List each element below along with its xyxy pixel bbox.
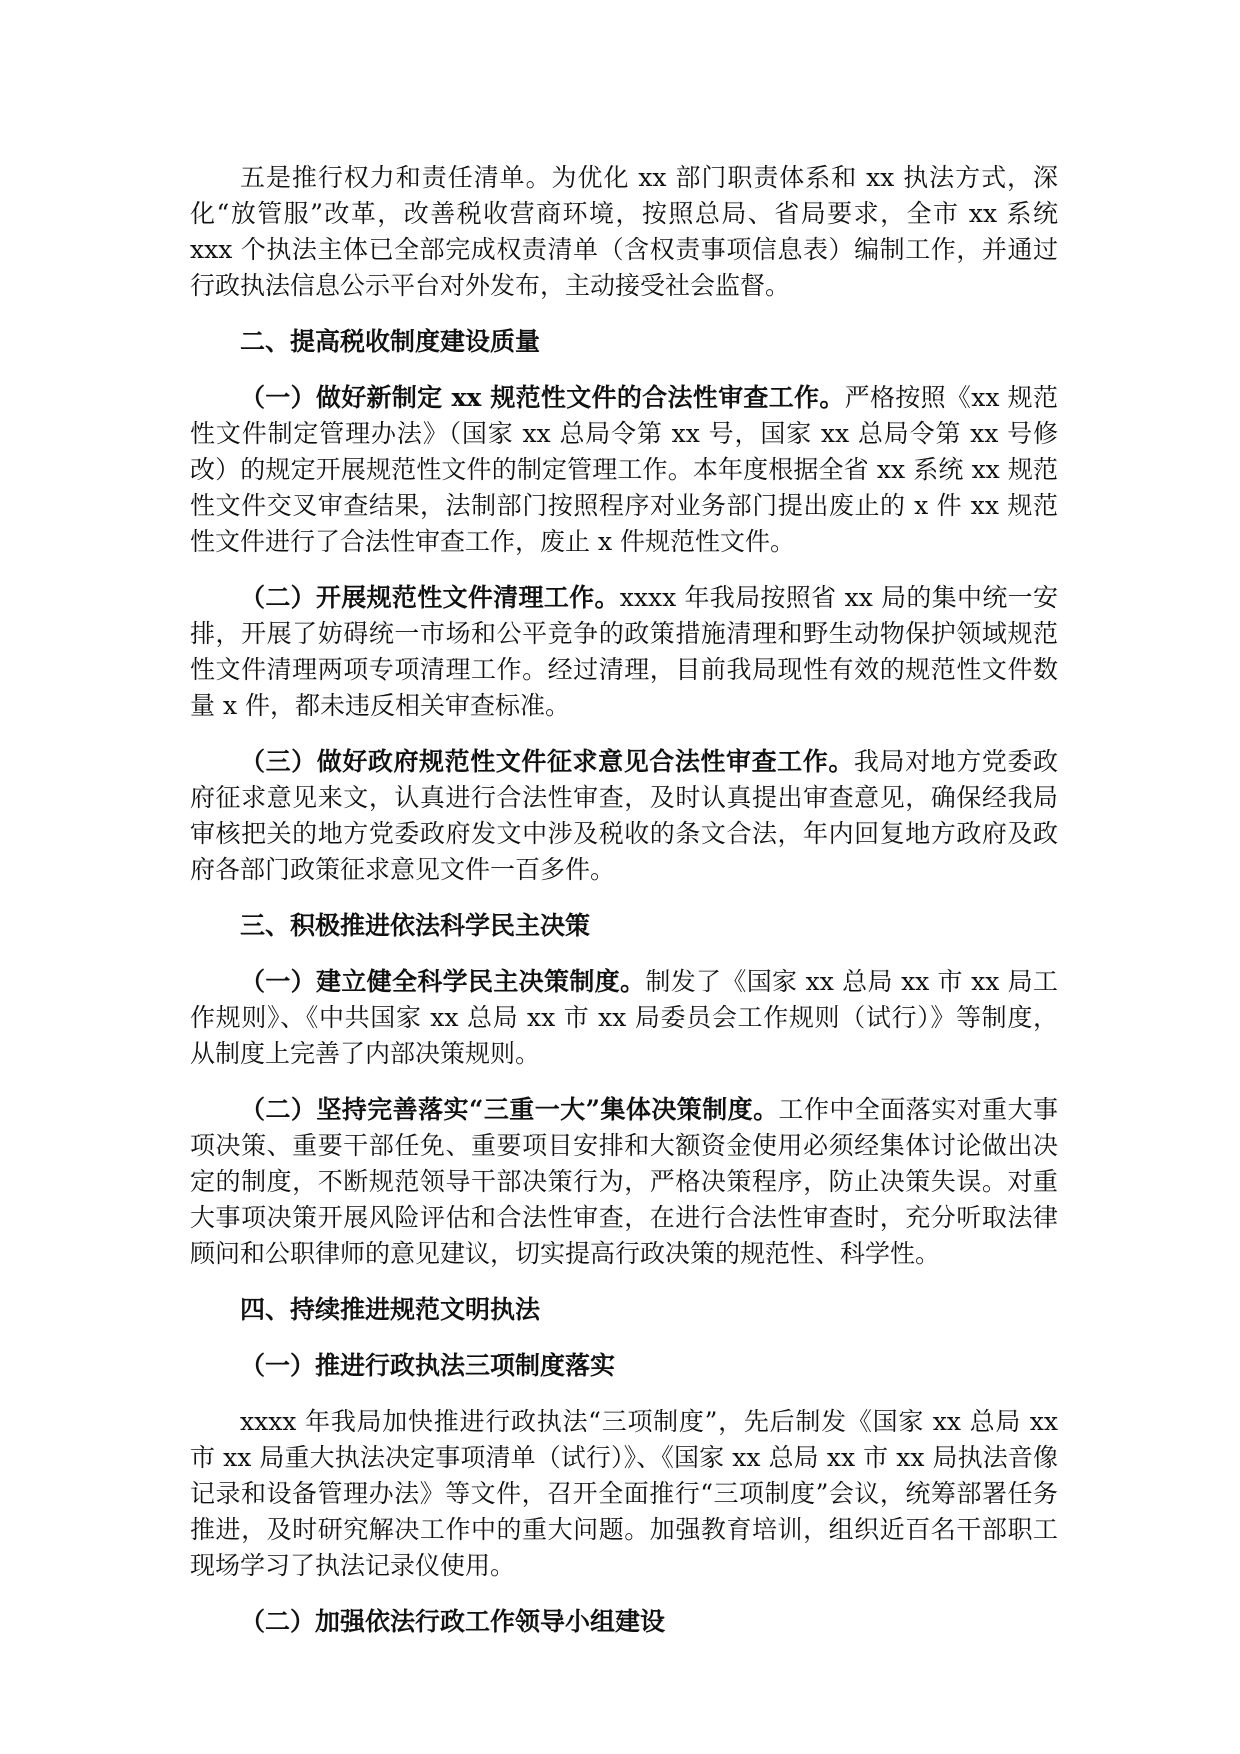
paragraph-lead: （二）坚持完善落实“三重一大”集体决策制度。 — [240, 1095, 779, 1124]
paragraph-text: xxxx 年我局按照省 xx 局的集中统一安排，开展了妨碍统一市场和公平竞争的政策措施清理和野生动物保护领域规范性文件清理两项专项清理工作。经过清理，目前我局现性有效的规范性文件数量 x 件，都未违反相关审查标准。 — [190, 583, 1058, 720]
paragraph-3-1 — [190, 964, 1058, 1072]
paragraph-lead: （一）建立健全科学民主决策制度。 — [240, 967, 646, 996]
document-body — [190, 160, 1058, 1660]
paragraph-lead: （二）开展规范性文件清理工作。 — [240, 583, 620, 612]
section-heading-3: 三、积极推进依法科学民主决策 — [240, 911, 591, 940]
paragraph-text: 我局对地方党委政府征求意见来文，认真进行合法性审查，及时认真提出审查意见，确保经我局审核把关的地方党委政府发文中涉及税收的条文合法，年内回复地方政府及政府各部门政策征求意见文件一百多件。 — [190, 747, 1058, 884]
paragraph-text: 严格按照《xx 规范性文件制定管理办法》（国家 xx 总局令第 xx 号，国家 xx 总局令第 xx 号修改）的规定开展规范性文件的制定管理工作。本年度根据全省 xx 系统 xx 规范性文件交叉审查结果，法制部门按照程序对业务部门提出废止的 x 件 xx 规范性文件进行了合法性审查工作，废止 x 件规范性文件。 — [190, 383, 1058, 556]
subsection-heading-4-2: （二）加强依法行政工作领导小组建设 — [240, 1607, 666, 1636]
paragraph-text: 工作中全面落实对重大事项决策、重要干部任免、重要项目安排和大额资金使用必须经集体讨论做出决定的制度，不断规范领导干部决策行为，严格决策程序，防止决策失误。对重大事项决策开展风险评估和合法性审查，在进行合法性审查时，充分听取法律顾问和公职律师的意见建议，切实提高行政决策的规范性、科学性。 — [190, 1095, 1058, 1268]
paragraph-2-1 — [190, 380, 1058, 560]
paragraph-2-2 — [190, 580, 1058, 724]
paragraph-text: 制发了《国家 xx 总局 xx 市 xx 局工作规则》、《中共国家 xx 总局 xx 市 xx 局委员会工作规则（试行）》等制度，从制度上完善了内部决策规则。 — [190, 967, 1058, 1068]
paragraph-2-3 — [190, 744, 1058, 888]
section-heading-4: 四、持续推进规范文明执法 — [240, 1295, 541, 1324]
paragraph-lead: （三）做好政府规范性文件征求意见合法性审查工作。 — [240, 747, 854, 776]
paragraph-text: xxxx 年我局加快推进行政执法“三项制度”，先后制发《国家 xx 总局 xx 市 xx 局重大执法决定事项清单（试行）》、《国家 xx 总局 xx 市 xx 局执法音像记录和设备管理办法》等文件，召开全面推行“三项制度”会议，统筹部署任务推进，及时研究解决工作中的重大问题。加强教育培训，组织近百名干部职工现场学习了执法记录仪使用。 — [190, 1407, 1058, 1580]
subsection-heading-4-1: （一）推进行政执法三项制度落实 — [240, 1351, 616, 1380]
paragraph-3-2 — [190, 1092, 1058, 1272]
paragraph-lead: （一）做好新制定 xx 规范性文件的合法性审查工作。 — [240, 383, 845, 412]
section-heading-2: 二、提高税收制度建设质量 — [240, 327, 541, 356]
paragraph-text: 五是推行权力和责任清单。为优化 xx 部门职责体系和 xx 执法方式，深化“放管服”改革，改善税收营商环境，按照总局、省局要求，全市 xx 系统 xxx 个执法主体已全部完成权责清单（含权责事项信息表）编制工作，并通过行政执法信息公示平台对外发布，主动接受社会监督。 — [190, 163, 1058, 300]
paragraph-4-1 — [190, 1404, 1058, 1584]
paragraph-power-responsibility-list — [190, 160, 1058, 304]
